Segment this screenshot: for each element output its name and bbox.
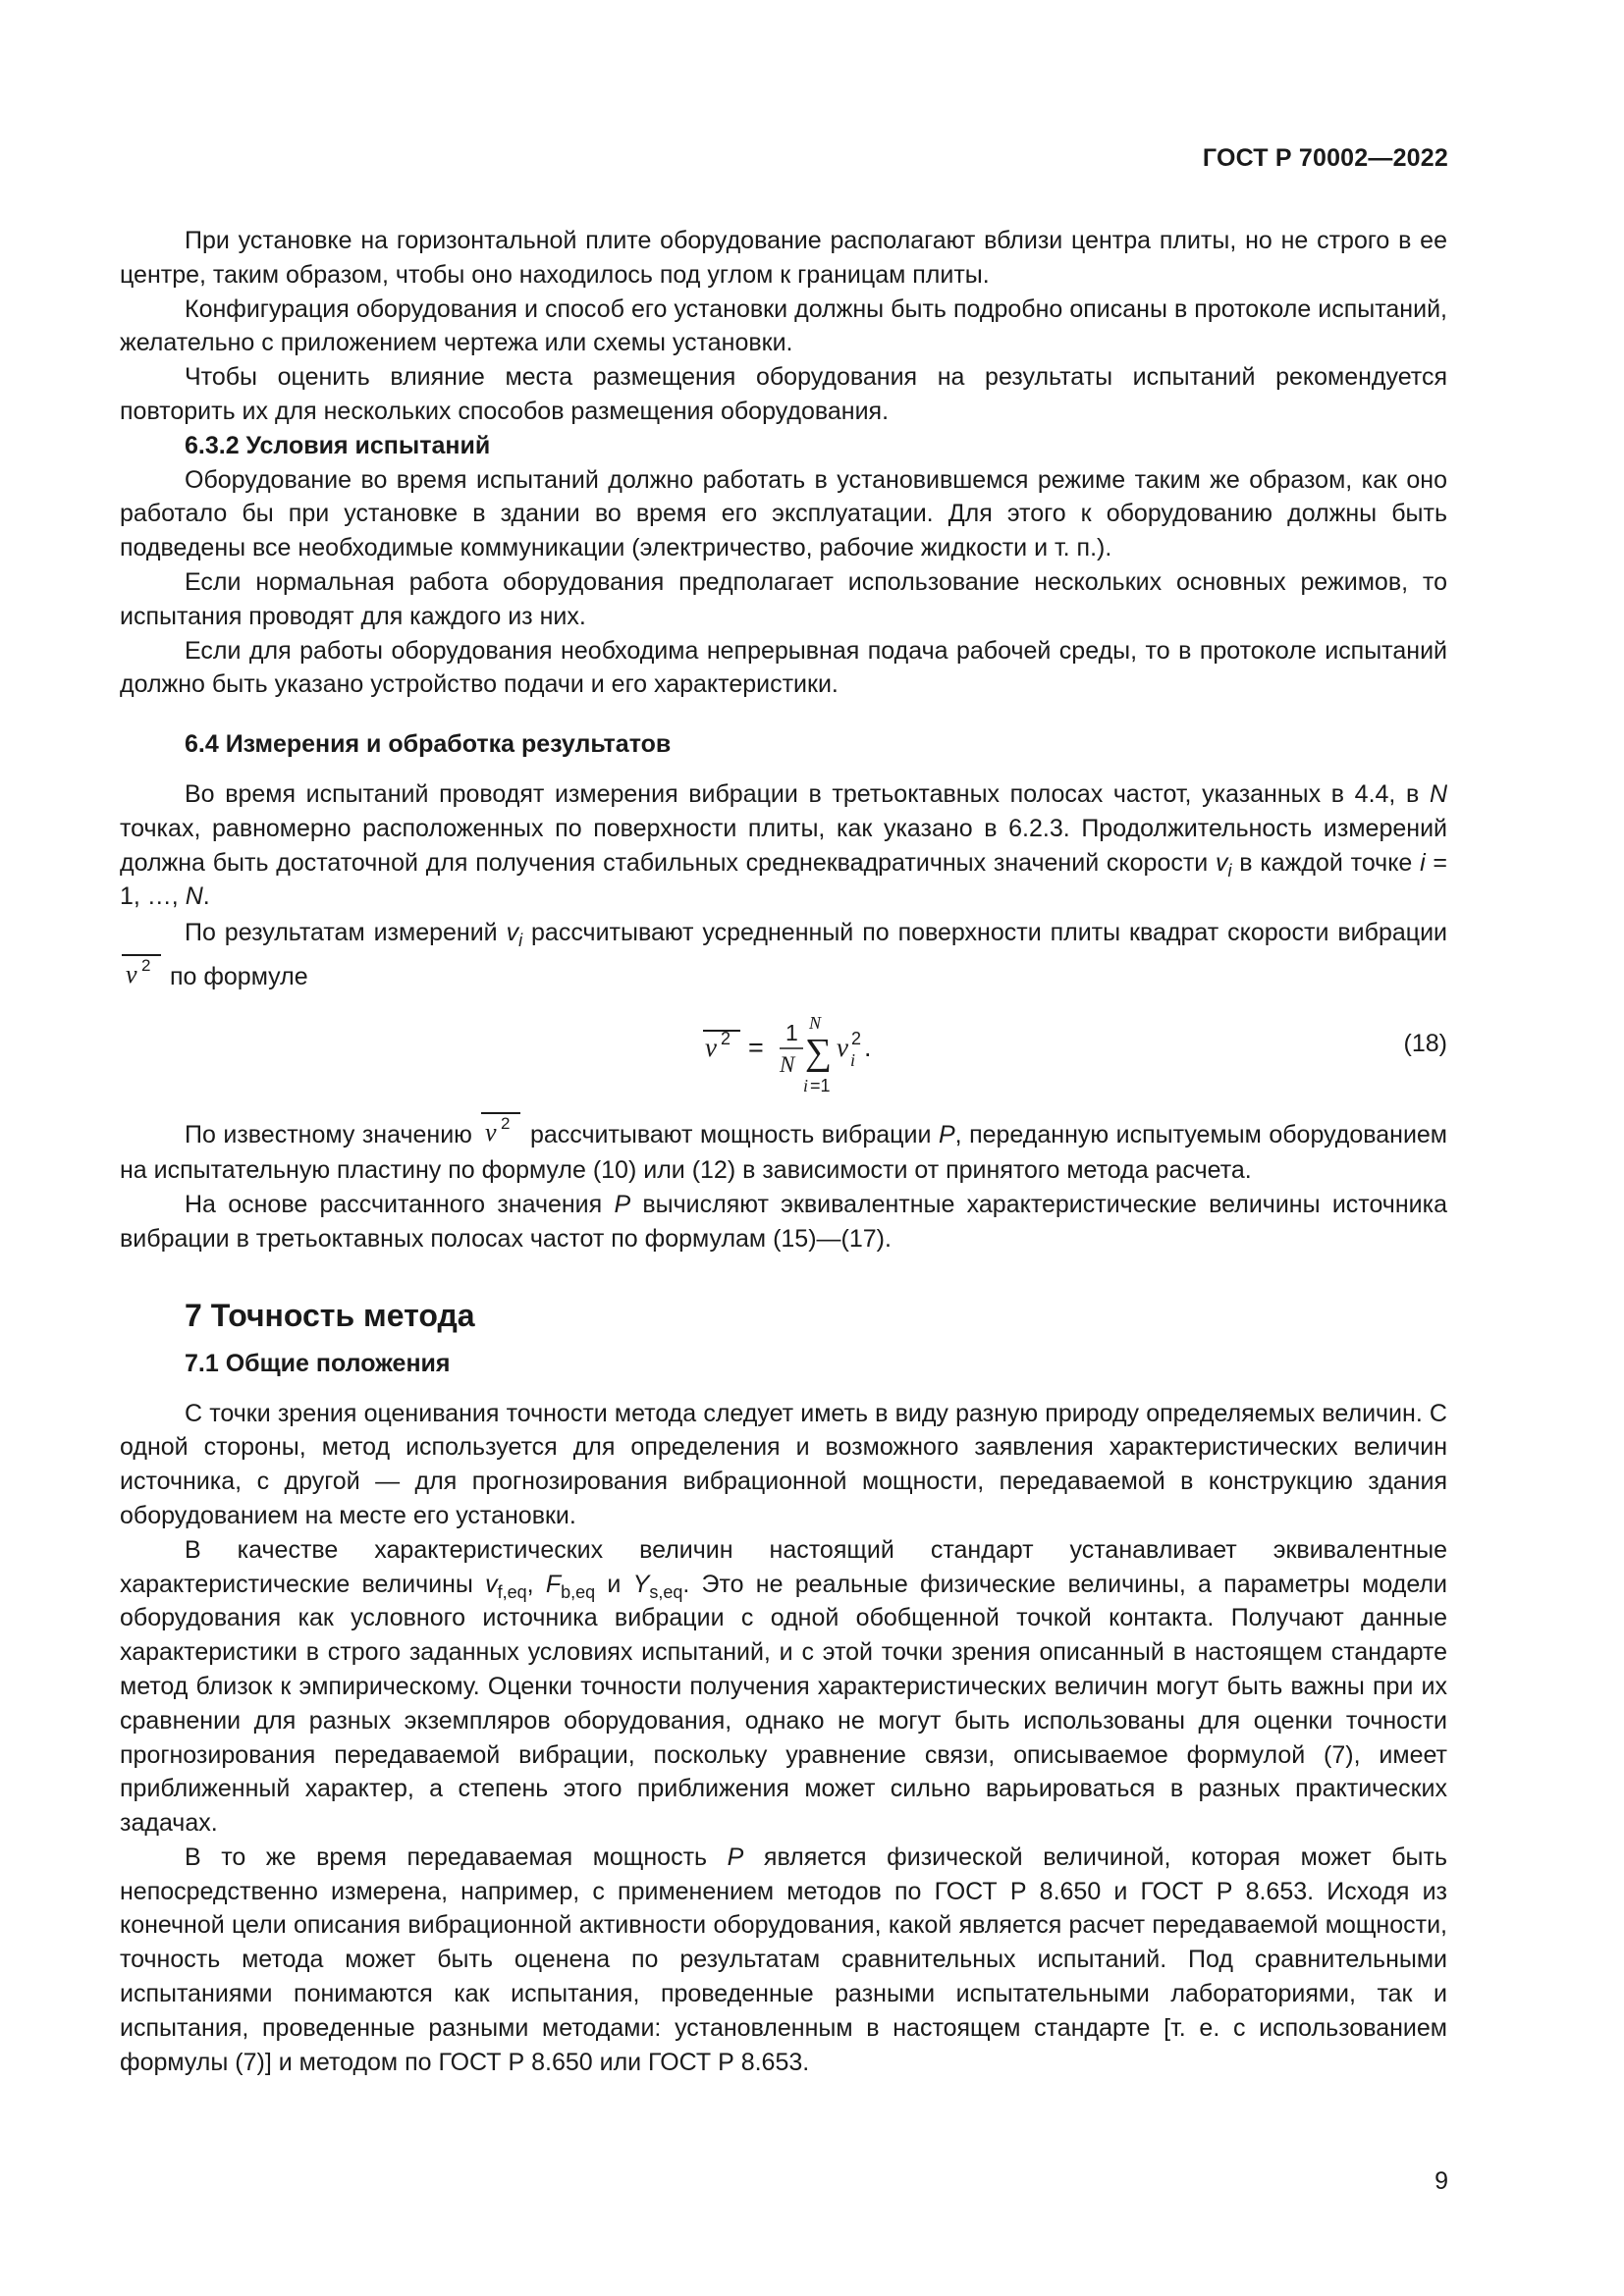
paragraph: По известному значению v 2 рассчитывают мощность вибрации P, переданную испытуемым оборудованием на испытательную пластину по формуле (10) или (12) в зависимости от принятого метода расчета. — [120, 1109, 1447, 1188]
paragraph: Оборудование во время испытаний должно работать в установившемся режиме таким же образом, как оно работало бы при установке в здании во время его эксплуатации. Для этого к оборудованию должны быть подведены все необходимые коммуникации (электричество, рабочие жидкости и т. п.). — [120, 465, 1447, 562]
paragraph: В то же время передаваемая мощность P является физической величиной, которая может быть непосредственно измерена, например, с применением методов по ГОСТ Р 8.650 и ГОСТ Р 8.653. Исходя из конечной цели описания вибрационной активности оборудования, какой является расчет передаваемой мощности, точность метода может быть оценена по результатам сравнительных испытаний. Под сравнительными испытаниями понимаются как испытания, проведенные разными испытательными лабораториями, так и испытания, проведенные разными методами: установленным в настоящем стандарте [т. е. с использованием формулы (7)] и методом по ГОСТ Р 8.650 или ГОСТ Р 8.653. — [120, 1842, 1447, 2076]
svg-text:∑: ∑ — [805, 1032, 833, 1074]
svg-text:=1: =1 — [810, 1076, 831, 1096]
svg-text:.: . — [864, 1033, 872, 1063]
equation-18 — [120, 1001, 1447, 1103]
svg-text:i: i — [803, 1076, 809, 1096]
svg-text:v: v — [126, 960, 137, 989]
paragraph: С точки зрения оценивания точности метода следует иметь в виду разную природу определяемых величин. С одной стороны, метод используется для определения и возможного заявления характеристических величин источника, с другой — для прогнозирования вибрационной мощности, передаваемой в конструкцию здания оборудованием на месте его установки. — [120, 1399, 1447, 1529]
svg-text:2: 2 — [501, 1114, 511, 1134]
page-number: 9 — [1435, 2167, 1448, 2195]
paragraph: Если для работы оборудования необходима непрерывная подача рабочей среды, то в протоколе испытаний должно быть указано устройство подачи и его характеристики. — [120, 636, 1447, 699]
paragraph: При установке на горизонтальной плите оборудование располагают вблизи центра плиты, но не строго в ее центре, таким образом, чтобы оно находилось под углом к границам плиты. — [120, 227, 1447, 289]
document-body — [120, 224, 1447, 2079]
paragraph: Если нормальная работа оборудования предполагает использование нескольких основных режимов, то испытания проводят для каждого из них. — [120, 567, 1447, 630]
svg-text:v: v — [705, 1033, 717, 1063]
paragraph: Чтобы оценить влияние места размещения оборудования на результаты испытаний рекомендуется повторить их для нескольких способов размещения оборудования. — [120, 363, 1447, 425]
section-heading-6-3-2: 6.3.2 Условия испытаний — [185, 431, 491, 459]
v-squared-mean-symbol — [479, 1109, 522, 1148]
svg-text:1: 1 — [785, 1020, 798, 1046]
svg-text:i: i — [850, 1050, 856, 1071]
paragraph: Конфигурация оборудования и способ его установки должны быть подробно описаны в протоколе испытаний, желательно с приложением чертежа или схемы установки. — [120, 294, 1447, 357]
svg-text:=: = — [748, 1033, 764, 1063]
svg-text:2: 2 — [721, 1029, 731, 1049]
paragraph: По результатам измерений $v_i$ рассчитывают усредненный по поверхности плиты квадрат скорости вибрации v 2 по формуле — [120, 914, 1447, 995]
document-code: ГОСТ Р 70002—2022 — [1202, 144, 1448, 172]
svg-text:N: N — [809, 1013, 822, 1034]
section-heading-6-4: 6.4 Измерения и обработка результатов — [185, 730, 672, 759]
svg-text:2: 2 — [141, 956, 151, 976]
section-heading-7-1: 7.1 Общие положения — [185, 1349, 451, 1377]
equation-mean-square-velocity — [691, 1001, 1025, 1103]
paragraph: На основе рассчитанного значения P вычисляют эквивалентные характеристические величины источника вибрации в третьоктавных полосах частот по формулам (15)—(17). — [120, 1191, 1447, 1253]
svg-text:v: v — [485, 1118, 497, 1148]
paragraph: В качестве характеристических величин настоящий стандарт устанавливает эквивалентные характеристические величины $v_{f,eq}$, $F_{b,eq}$ и $Y_{s,eq}$. Это не реальные физические величины, а параметры модели оборудования как условного источника вибрации с одной обобщенной точкой контакта. Получают данные характеристики в строго заданных условиях испытаний, и с этой точки зрения описанный в настоящем стандарте метод близок к эмпирическому. Оценки точности получения характеристических величин могут быть важны при их сравнении для разных экземпляров оборудования, однако не могут быть использованы для оценки точности прогнозирования передаваемой вибрации, поскольку уравнение связи, описываемое формулой (7), имеет приближенный характер, а степень этого приближения может сильно варьироваться в разных практических задачах. — [120, 1535, 1447, 1838]
paragraph: Во время испытаний проводят измерения вибрации в третьоктавных полосах частот, указанных в 4.4, в N точках, равномерно расположенных по поверхности плиты, как указано в 6.2.3. Продолжительность измерений должна быть достаточной для получения стабильных среднеквадратичных значений скорости $v_i$ в каждой точке i = 1, …, N. — [120, 779, 1447, 911]
section-heading-7: 7 Точность метода — [185, 1297, 475, 1333]
v-squared-mean-symbol — [120, 951, 163, 990]
svg-text:v: v — [837, 1033, 848, 1063]
equation-number: (18) — [1403, 1030, 1447, 1058]
svg-text:N: N — [780, 1052, 795, 1078]
svg-text:2: 2 — [851, 1029, 862, 1049]
